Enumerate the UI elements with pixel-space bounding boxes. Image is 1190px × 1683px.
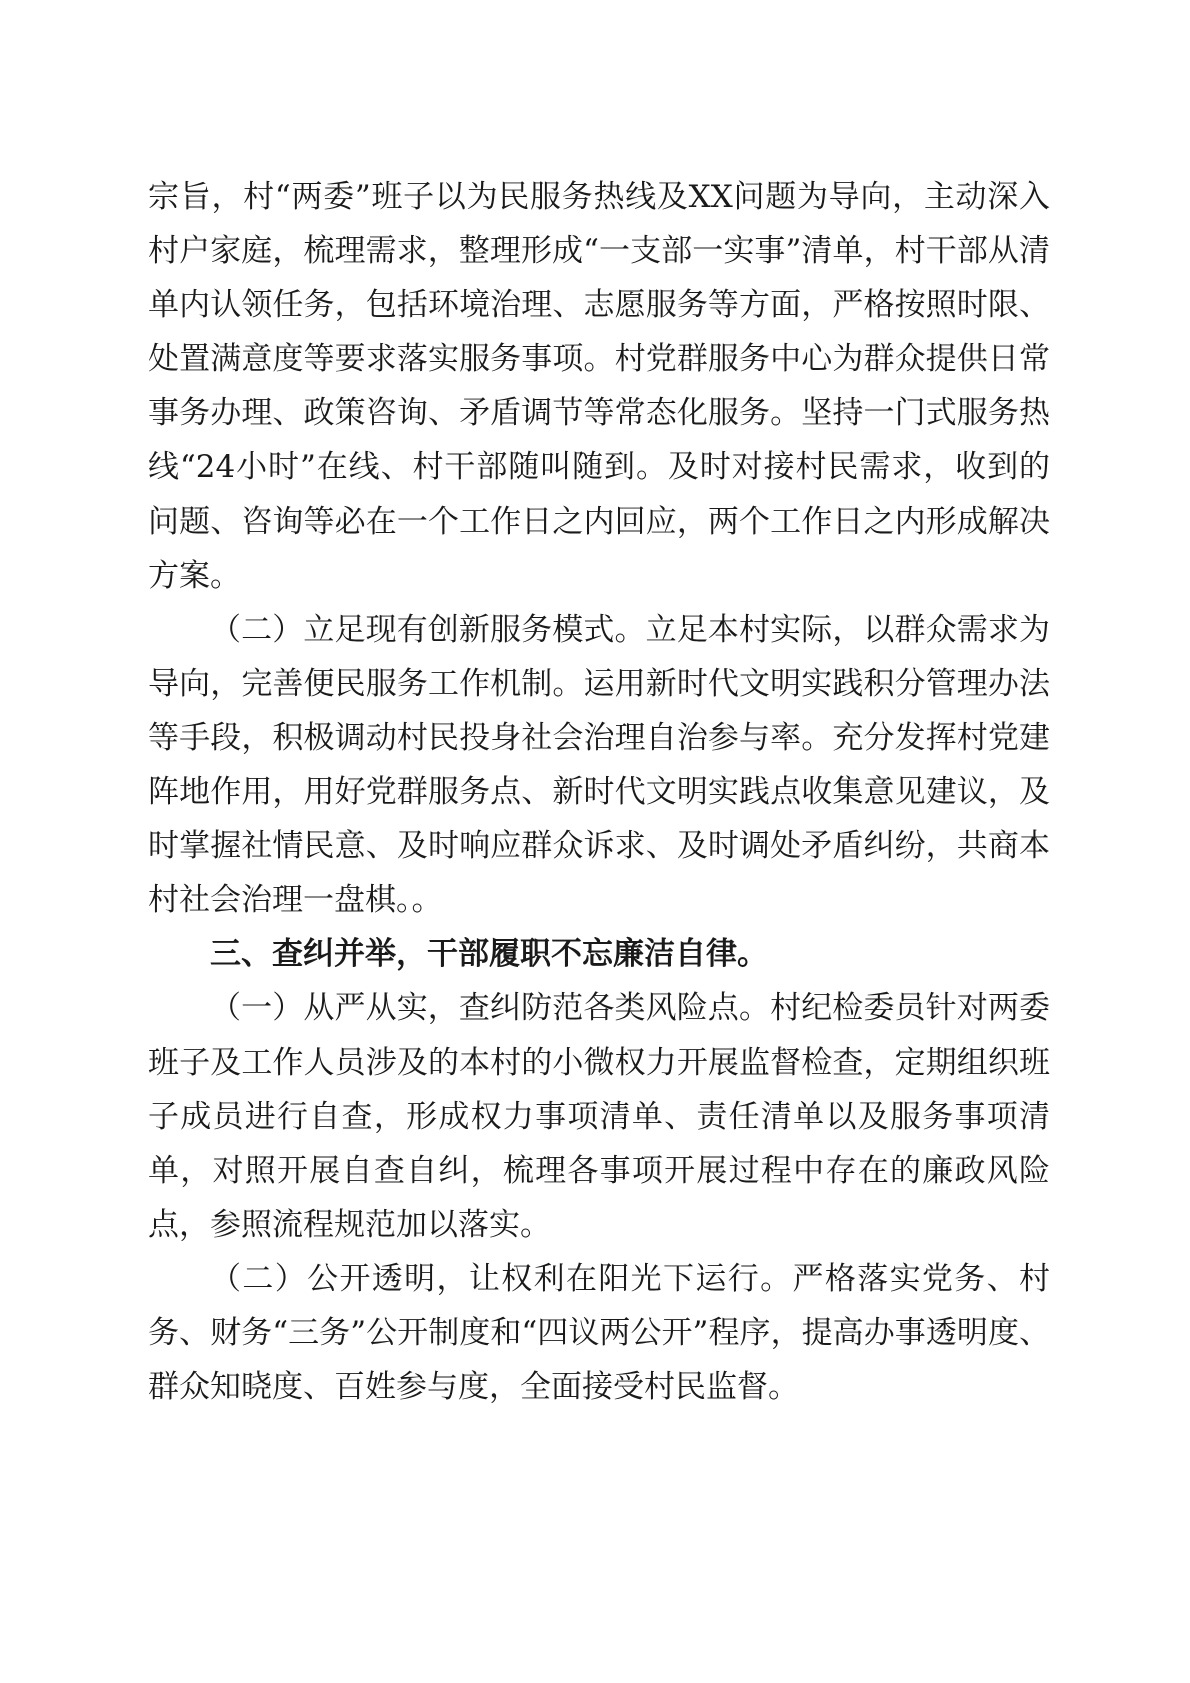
paragraph-transparency [148, 1252, 1050, 1414]
paragraph-body: 村纪检委员针对两委班子及工作人员涉及的本村的小微权力开展监督检查，定期组织班子成员进行自查，形成权力事项清单、责任清单以及服务事项清单，对照开展自查自纠，梳理各事项开展过程中存在的廉政风险点，参照流程规范加以落实。 [148, 990, 1051, 1243]
paragraph-risk-check [148, 981, 1050, 1251]
paragraph-lead: （二）立足现有创新服务模式。 [210, 611, 646, 648]
section-heading [148, 927, 1050, 981]
section-heading-text: 三、查纠并举，干部履职不忘廉洁自律。 [210, 936, 768, 973]
paragraph-body: 宗旨，村“两委”班子以为民服务热线及XX问题为导向，主动深入村户家庭，梳理需求，整理形成“一支部一实事”清单，村干部从清单内认领任务，包括环境治理、志愿服务等方面，严格按照时限、处置满意度等要求落实服务事项。村党群服务中心为群众提供日常事务办理、政策咨询、矛盾调节等常态化服务。坚持一门式服务热线“24小时”在线、村干部随叫随到。及时对接村民需求，收到的问题、咨询等必在一个工作日之内回应，两个工作日之内形成解决方案。 [148, 179, 1050, 594]
paragraph-continuation [148, 170, 1050, 603]
paragraph-body: 立足本村实际，以群众需求为导向，完善便民服务工作机制。运用新时代文明实践积分管理办法等手段，积极调动村民投身社会治理自治参与率。充分发挥村党建阵地作用，用好党群服务点、新时代文明实践点收集意见建议，及时掌握社情民意、及时响应群众诉求、及时调处矛盾纠纷，共商本村社会治理一盘棋。。 [148, 611, 1051, 919]
paragraph-lead: （一）从严从实，查纠防范各类风险点。 [210, 990, 771, 1027]
paragraph-innovate-service [148, 603, 1050, 928]
paragraph-lead: （二）公开透明，让权利在阳光下运行。 [210, 1260, 793, 1297]
document-body [148, 170, 1050, 1414]
paragraph-body: 严格落实党务、村务、财务“三务”公开制度和“四议两公开”程序，提高办事透明度、群众知晓度、百姓参与度，全面接受村民监督。 [148, 1260, 1051, 1406]
